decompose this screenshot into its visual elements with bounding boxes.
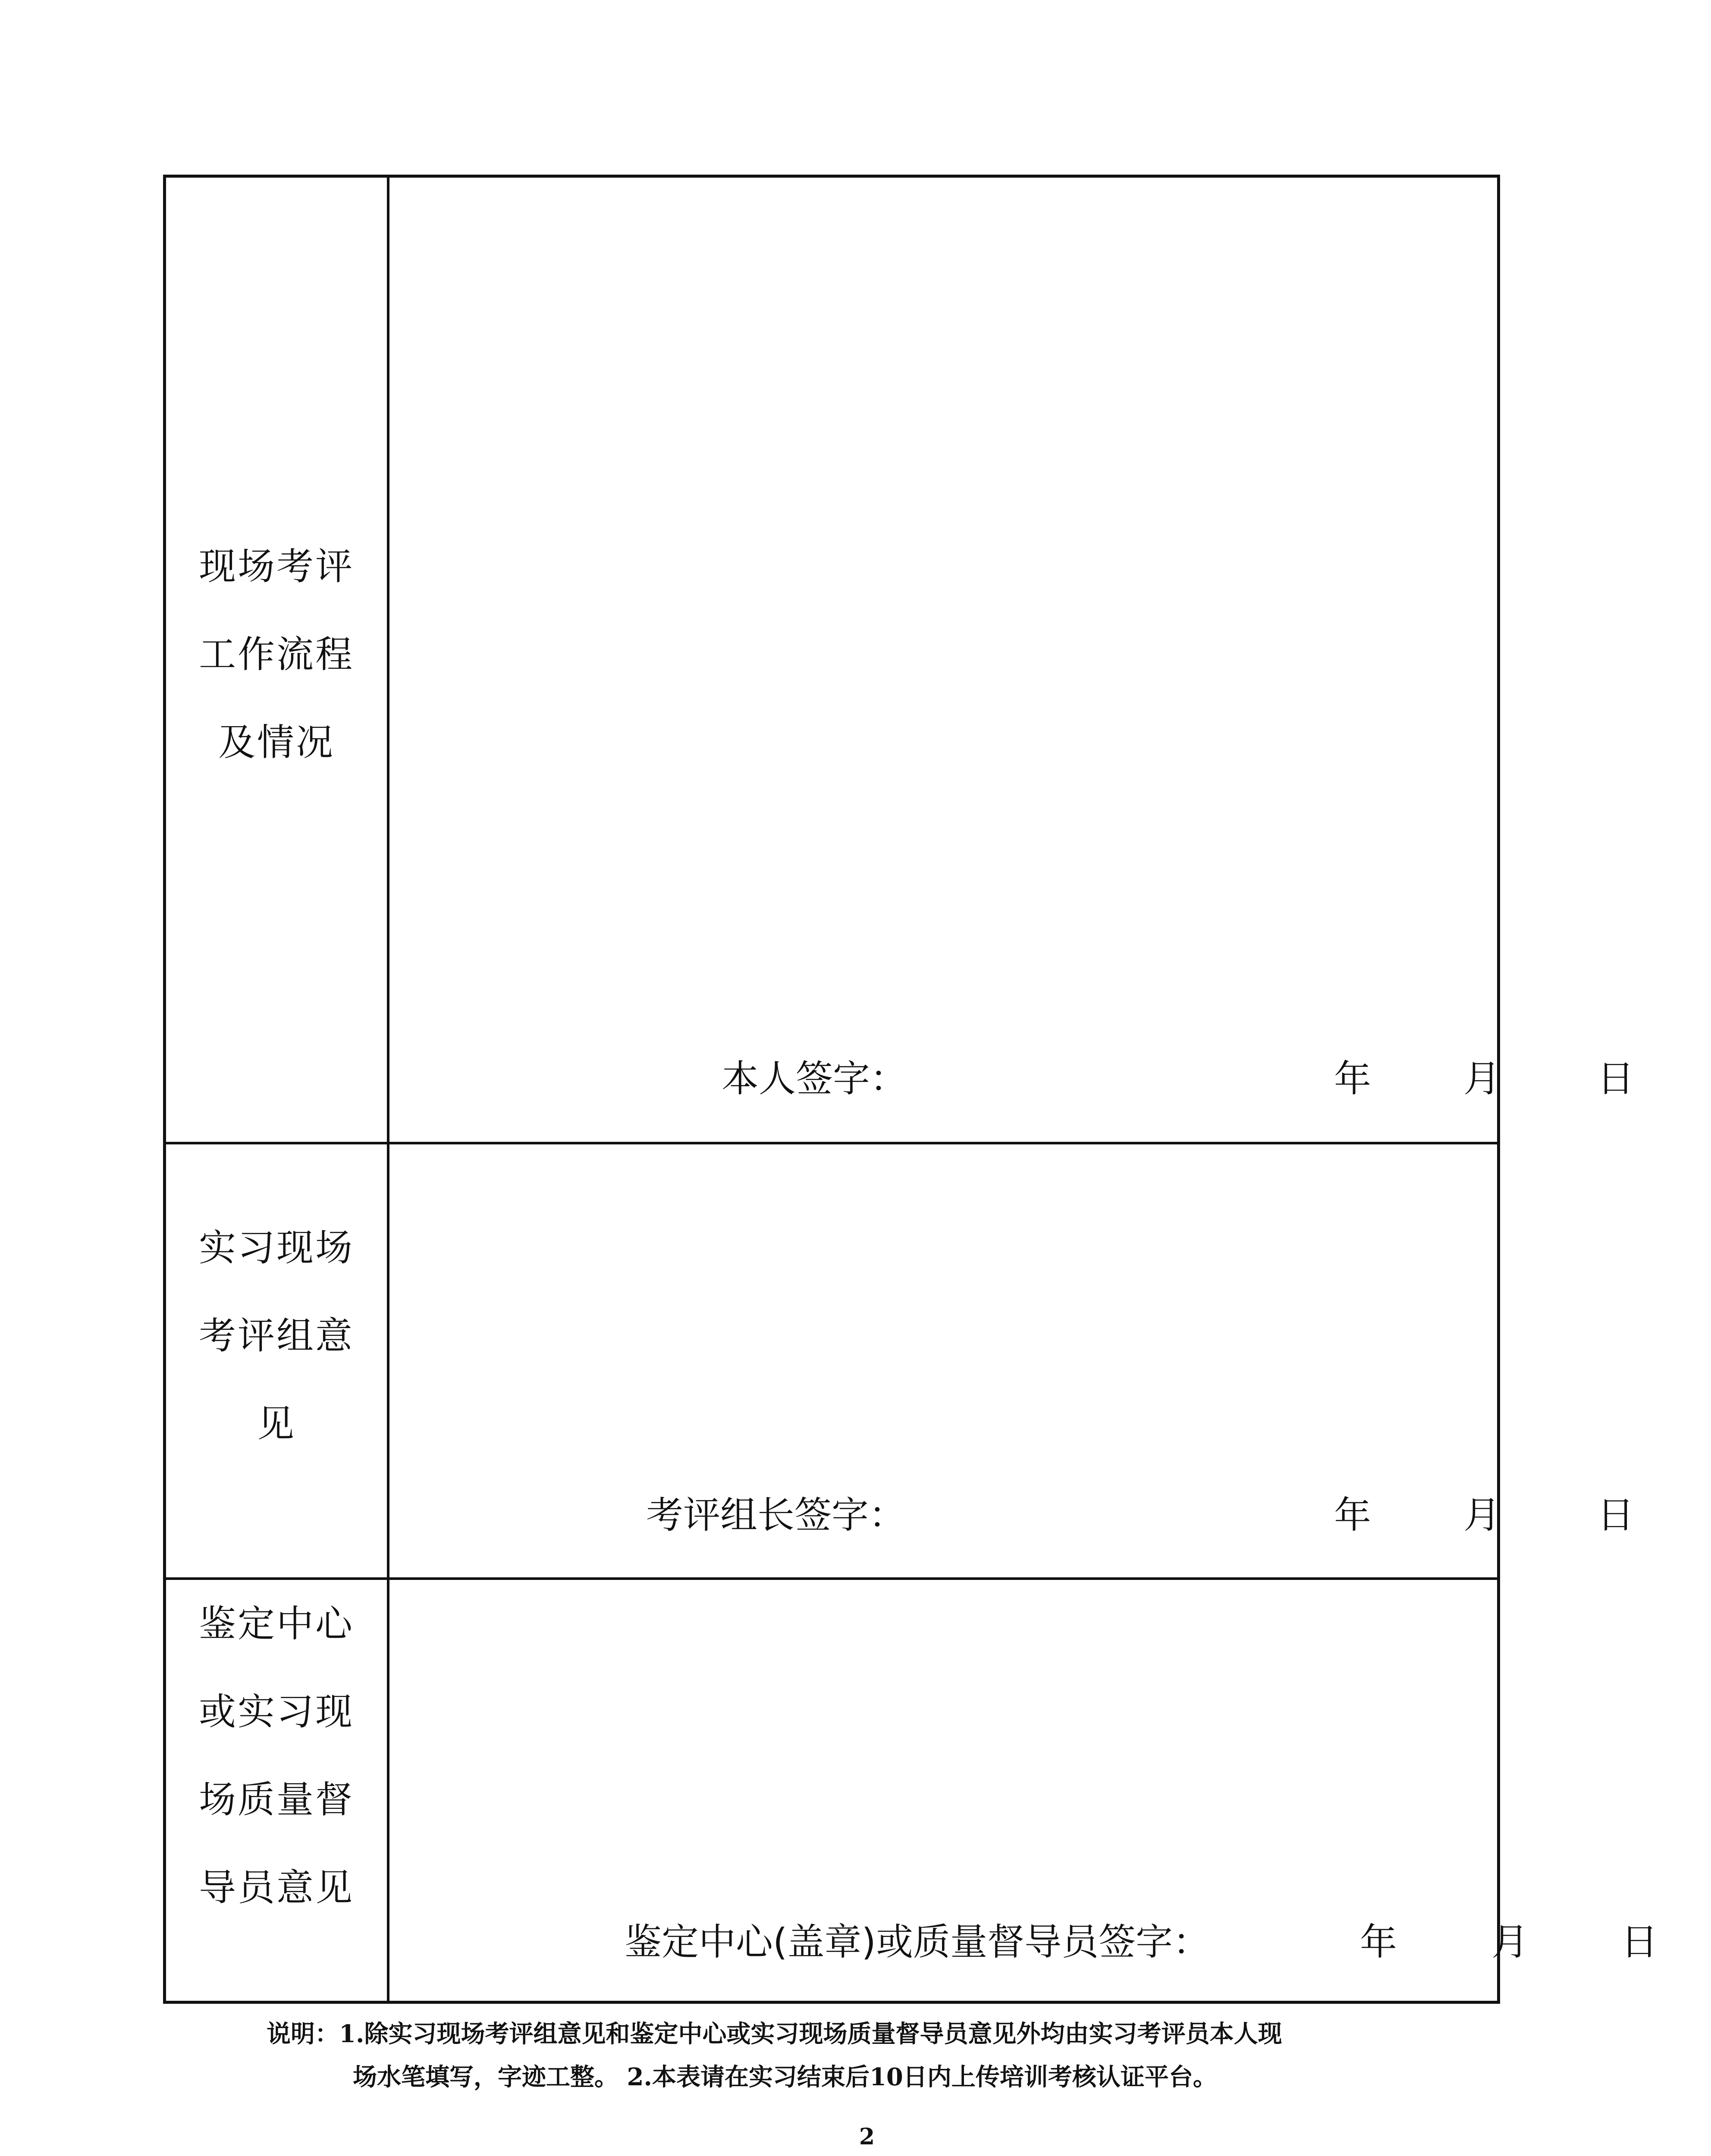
table-row-group-opinion <box>166 1142 1634 1577</box>
label-line: 及情况 <box>218 721 335 764</box>
row-label-cell <box>166 1144 389 1577</box>
date-day-label: 日 <box>1621 1921 1658 1964</box>
notes-line-2: 场水笔填写，字迹工整。 2.本表请在实习结束后10日内上传培训考核认证平台。 <box>353 2063 1217 2091</box>
page-number: 2 <box>859 2124 875 2150</box>
row-label <box>166 1580 387 1932</box>
date-year-label: 年 <box>1334 1057 1371 1100</box>
table-row-process <box>166 178 1634 1142</box>
date-day-label: 日 <box>1597 1494 1634 1537</box>
date-month-label: 月 <box>1491 1921 1529 1964</box>
label-line: 鉴定中心 <box>199 1602 354 1645</box>
date-day-label: 日 <box>1597 1057 1634 1100</box>
table-row-center-opinion <box>166 1577 1658 2001</box>
label-line: 实习现场 <box>199 1226 354 1269</box>
row-label-cell <box>166 178 389 1142</box>
notes-line-1: 说明：1.除实习现场考评组意见和鉴定中心或实习现场质量督导员意见外均由实习考评员本人现 <box>267 2020 1282 2048</box>
row-label <box>166 523 387 787</box>
label-line: 现场考评 <box>199 545 354 588</box>
label-line: 或实习现 <box>199 1690 354 1733</box>
date-month-label: 月 <box>1463 1057 1501 1100</box>
row-content-cell[interactable] <box>389 178 1634 1142</box>
date-month-label: 月 <box>1463 1494 1501 1537</box>
self-signature-label: 本人签字： <box>722 1057 907 1100</box>
row-content-cell[interactable] <box>389 1580 1658 2001</box>
label-line: 导员意见 <box>199 1866 354 1909</box>
label-line: 场质量督 <box>199 1778 354 1821</box>
center-supervisor-signature-label: 鉴定中心(盖章)或质量督导员签字： <box>625 1921 1210 1964</box>
row-label-cell <box>166 1580 389 2001</box>
date-year-label: 年 <box>1334 1494 1371 1537</box>
date-year-label: 年 <box>1360 1921 1397 1964</box>
group-leader-signature-label: 考评组长签字： <box>646 1494 906 1537</box>
label-line: 工作流程 <box>199 633 354 676</box>
row-label <box>166 1204 387 1468</box>
label-line: 见 <box>257 1402 296 1445</box>
evaluation-form-table <box>163 175 1658 2004</box>
row-content-cell[interactable] <box>389 1144 1634 1577</box>
form-notes <box>267 2012 1517 2099</box>
label-line: 考评组意 <box>199 1314 354 1357</box>
